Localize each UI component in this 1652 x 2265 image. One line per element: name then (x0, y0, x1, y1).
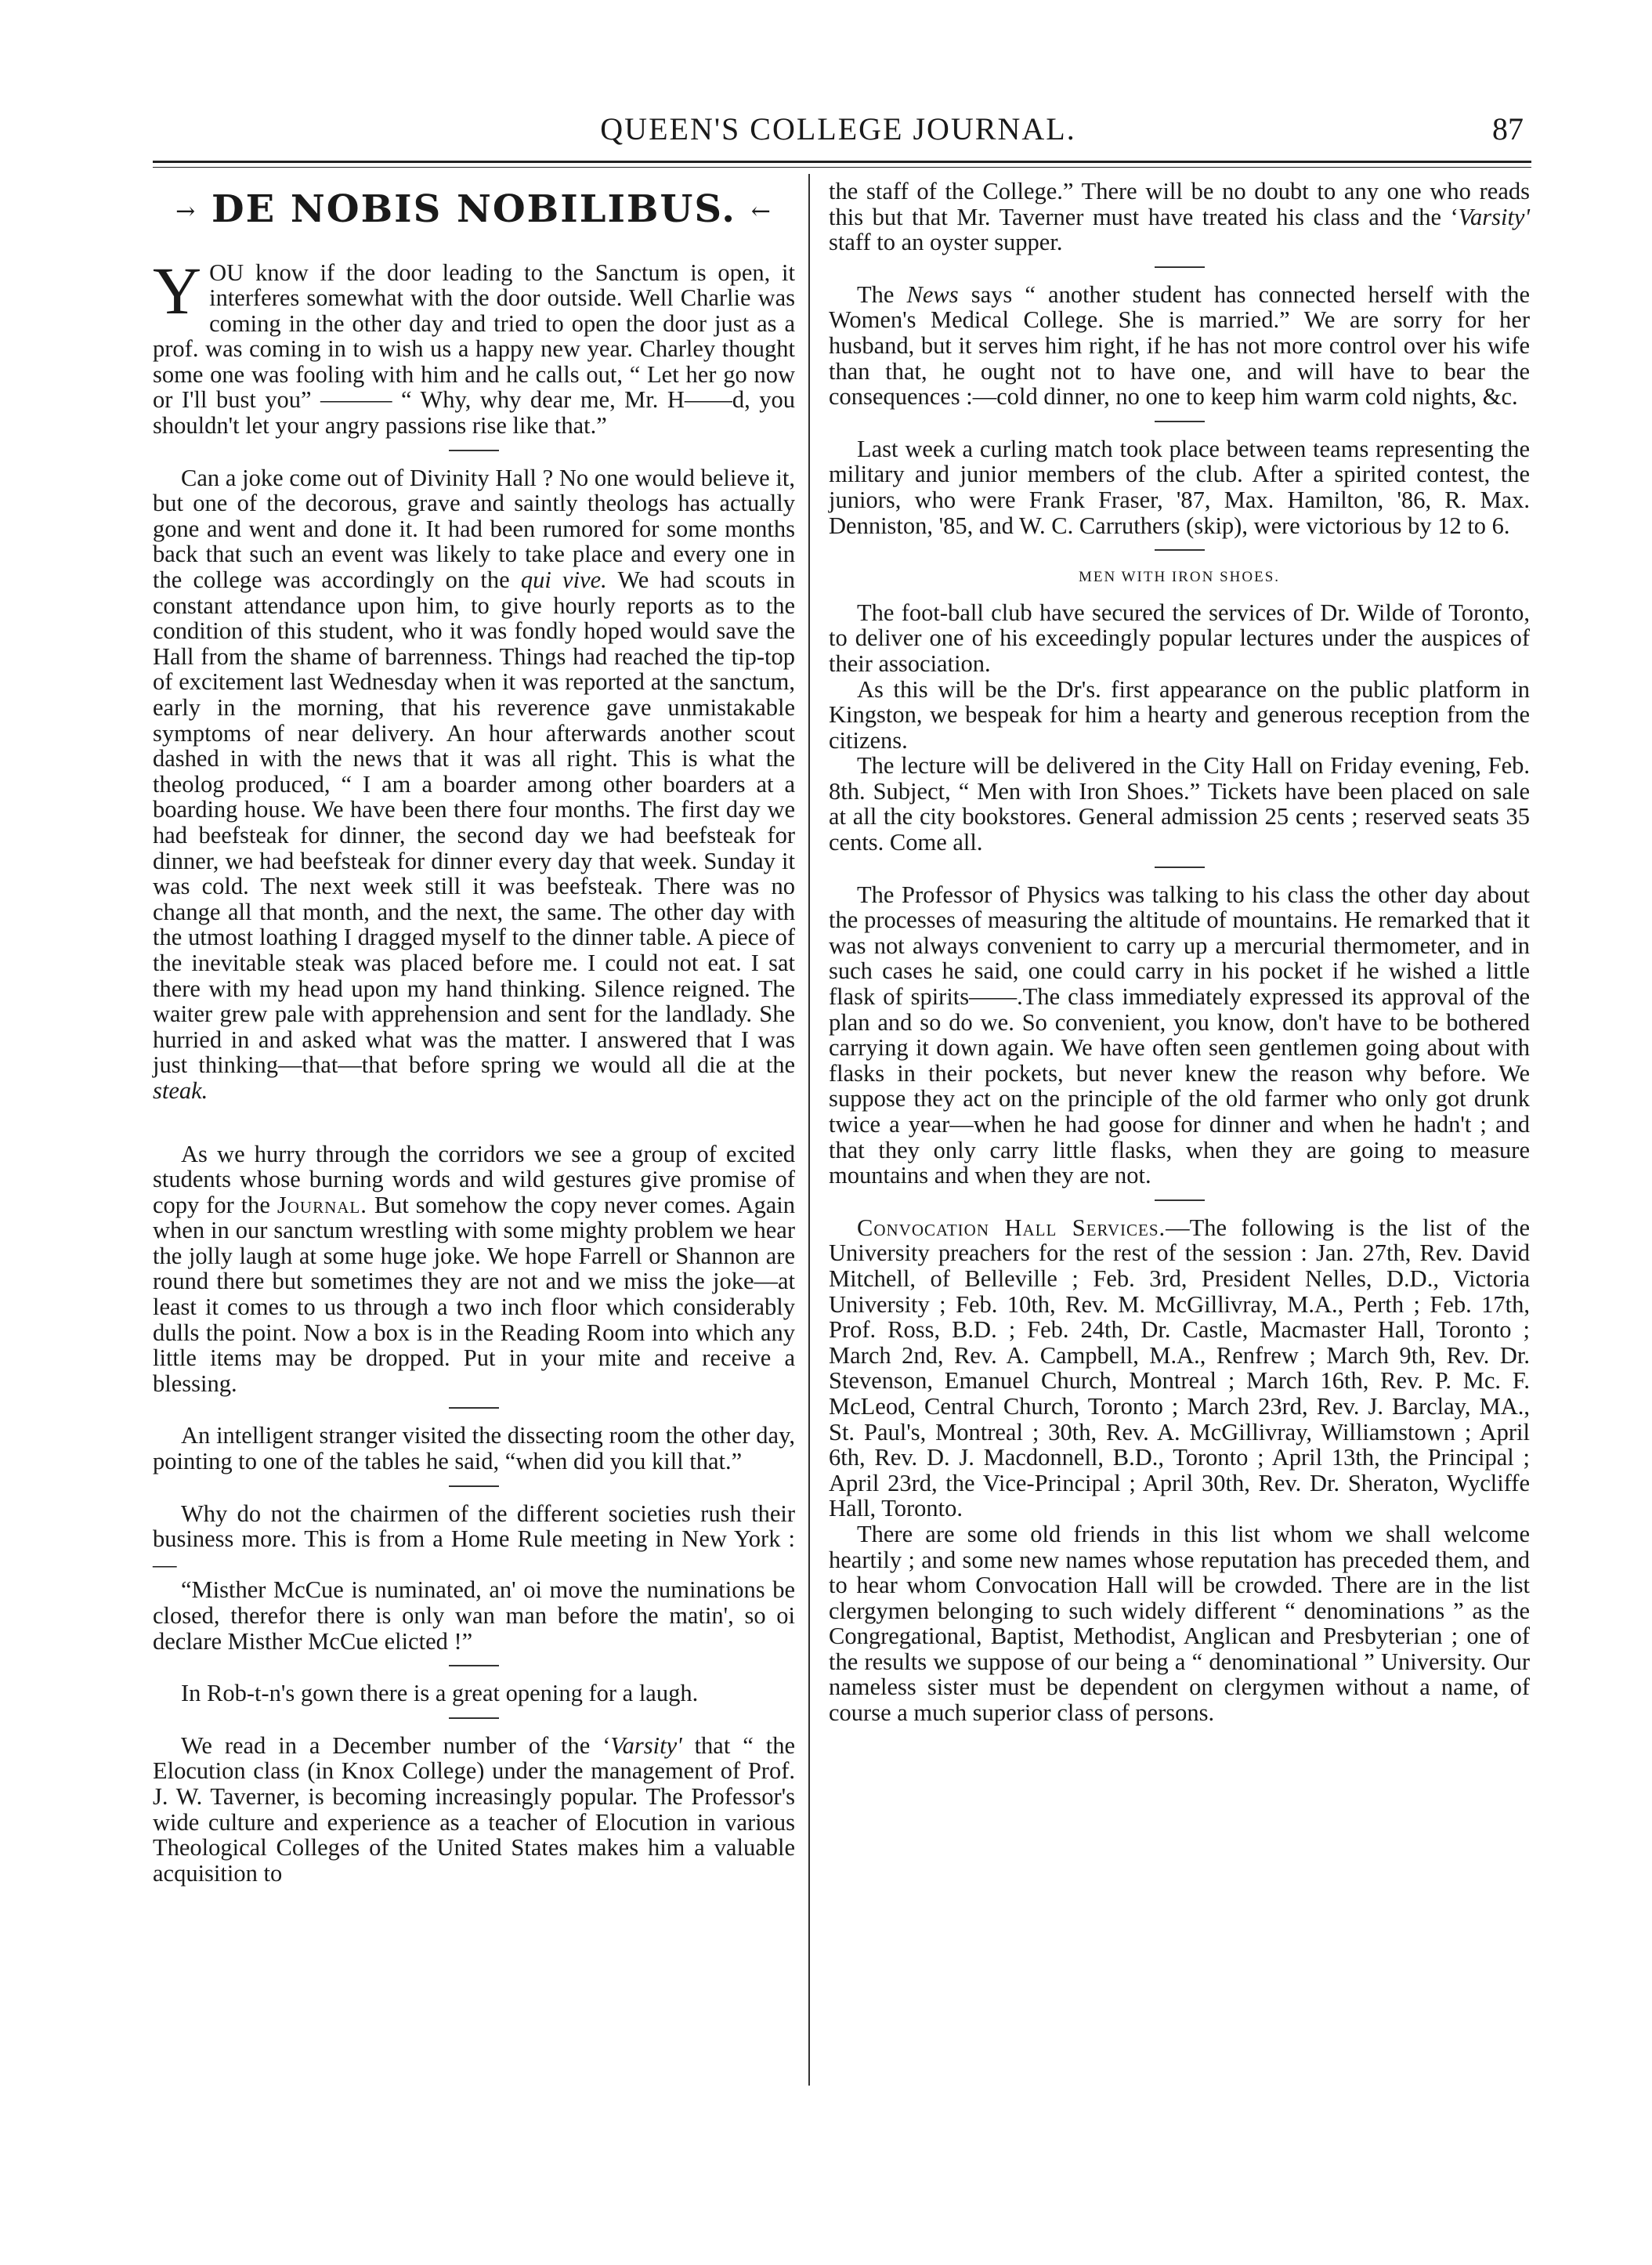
item-dissecting-room: An intelligent stranger visited the dissecting room the other day, pointing to one of the tables he said, “when did you kill that.” (153, 1422, 795, 1475)
item-physics: The Professor of Physics was talking to his class the other day about the processes of measuring the altitude of mountains. He remarked that it was not always convenient to carry up a mercurial thermometer, and in such cases he said, one could carry in his pocket if he wished a little flask of spirits——.The class immediately expressed its approval of the plan and so do we. So convenient, you know, don't have to be bothered carrying it down again. We have often seen gentlemen going about with flasks in their pockets, but never knew the reason why before. We suppose they act on the principle of the old farmer who only got drunk twice a year—when he had goose for dinner and when he hadn't ; and that they only carry little flasks, when they are going to measure mountains and when they are not. (829, 881, 1530, 1189)
italic-text: qui vive. (520, 566, 607, 594)
item-corridors (153, 1142, 795, 1397)
separator-rule (449, 1665, 499, 1666)
item-text: staff to an oyster supper. (829, 229, 1063, 256)
separator-rule (449, 1717, 499, 1719)
header-rule-thin (153, 167, 1531, 168)
item-text: We read in a December number of the ‘ (181, 1731, 611, 1759)
item-text: —The following is the list of the University preachers for the rest of the session : Jan. 27th, Rev. David Mitchell, of Belleville ; Feb. 3rd, President Nelles, D.D., Victoria University ; Feb. 10th, Rev. M. McGillivray, M.A., Perth ; Feb. 17th, Prof. Ross, B.D. ; Feb. 24th, Dr. Castle, Macmaster Hall, Toronto ; March 2nd, Rev. A. Campbell, M.A., Renfrew ; March 9th, Rev. Dr. Stevenson, Emanuel Church, Montreal ; March 16th, Rev. P. Mc. F. McLeod, Central Church, Toronto ; March 23rd, Rev. J. Barclay, MA., St. Paul's, Montreal ; 30th, Rev. A. McGillivray, Williamstown ; April 6th, Rev. D. J. Macdonnell, B.D., Toronto ; April 13th, the Principal ; April 23rd, the Vice-Principal ; April 30th, Rev. Dr. Sheraton, Wycliffe Hall, Toronto. (829, 1214, 1530, 1522)
item-text: the staff of the College.” There will be no doubt to any one who reads this but that Mr. Taverner must have treated his class and the ‘ (829, 178, 1530, 230)
drop-cap: Y (153, 252, 202, 328)
right-column (829, 179, 1530, 1726)
separator-rule (449, 450, 499, 451)
italic-text: Varsity' (1458, 203, 1530, 230)
italic-text: steak. (153, 1076, 208, 1104)
item-sanctum-door (153, 252, 795, 440)
subhead-iron-shoes: MEN WITH IRON SHOES. (1078, 569, 1281, 586)
item-home-rule-quote: “Misther McCue is numinated, an' oi move the numinations be closed, therefor there is only wan man before the matin', so oi declare Misther McCue elicted !” (153, 1576, 795, 1655)
journal-title: QUEEN'S COLLEGE JOURNAL. (600, 111, 1076, 147)
item-old-friends: There are some old friends in this list whom we shall welcome heartily ; and some new names whose reputation has preceded them, and to hear whom Convocation Hall will be crowded. There are in the list clergymen belonging to such widely different “ denominations ” as the Congregational, Baptist, Methodist, Anglican and Presbyterian ; one of the results we suppose of our being a “ denominational ” University. Our nameless sister must be dependent on clergymen without a name, of course a much superior class of persons. (829, 1520, 1530, 1727)
header-rule (153, 161, 1531, 163)
item-news (829, 282, 1530, 410)
running-head (153, 106, 1524, 161)
item-text: As we hurry through the corridors we see a group of excited students whose burning words and wild gestures give promise of copy for the (153, 1140, 795, 1218)
ornament-right-icon: ← (750, 197, 772, 226)
separator-rule (1155, 867, 1205, 868)
item-gown: In Rob-t-n's gown there is a great opening for a laugh. (181, 1680, 699, 1707)
page-number: 87 (1492, 111, 1524, 147)
separator-rule (1155, 266, 1205, 268)
item-text: We had scouts in constant attendance upon him, to give hourly reports as to the condition of this student, who it was fondly hoped would save the Hall from the shame of barrenness. Things had reached the tip-top of excitement last Wednesday when it was reported at the sanctum, early in the morning, that his reverence gave unmistakable symptoms of near delivery. An hour afterwards another scout dashed in with the news that it was all right. This is what the theolog produced, “ I am a boarder among other boarders at a boarding house. We have been there four months. The first day we had beefsteak for dinner, the second day we had beefsteak for dinner, we had beefsteak for dinner every day that week. Sunday it was cold. The next week still it was beefsteak. There was no change all that month, and the next, the same. The other day with the utmost loathing I dragged myself to the dinner table. A piece of the inevitable steak was placed before me. I could not eat. I sat there with my head upon my hand thinking. Silence reigned. The waiter grew pale with apprehension and sent for the landlady. She hurried in and asked what was the matter. I answered that I was just thinking—that—that before spring we would all die at the (153, 566, 796, 1079)
separator-rule (449, 1485, 499, 1487)
item-text: OU know if the door leading to the Sanctum is open, it interferes somewhat with the door outside. Well Charlie was coming in the other day and tried to open the door just as a prof. was coming in to wish us a happy new year. Charley thought some one was fooling with him and he calls out, “ Let her go now or I'll bust you” ——— “ Why, why dear me, Mr. H——d, you shouldn't let your angry passions rise like that.” (153, 259, 795, 440)
item-elocution-continued (829, 179, 1530, 255)
item-first-appearance: As this will be the Dr's. first appearance on the public platform in Kingston, we bespeak for him a hearty and generous reception from the citizens. (829, 675, 1530, 754)
section-title (153, 188, 795, 233)
item-elocution (153, 1733, 795, 1887)
separator-rule (1155, 421, 1205, 422)
item-text: The (857, 280, 895, 308)
italic-text: News (906, 280, 959, 308)
item-chairmen: Why do not the chairmen of the different societies rush their business more. This is from a Home Rule meeting in New York :— (153, 1500, 795, 1578)
ornament-left-icon: → (175, 197, 197, 226)
item-curling: Last week a curling match took place between teams representing the military and junior members of the club. After a spirited contest, the juniors, who were Frank Fraser, '87, Max. Hamilton, '86, R. Max. Denniston, '85, and W. C. Carruthers (skip), were victorious by 12 to 6. (829, 435, 1530, 539)
item-convocation (829, 1215, 1530, 1521)
italic-text: Varsity' (610, 1731, 682, 1759)
separator-rule (1155, 549, 1205, 551)
left-column (153, 179, 795, 1886)
item-text: says “ another student has connected herself with the Women's Medical College. She is married.” We are sorry for her husband, but it serves him right, if he has not more control over his wife than that, he ought not to have one, and will have to bear the consequences :—cold dinner, no one to keep him warm cold nights, &c. (829, 280, 1531, 411)
separator-rule (1155, 1199, 1205, 1201)
small-caps-text: Journal. (277, 1191, 367, 1218)
item-football-lecture: The foot-ball club have secured the services of Dr. Wilde of Toronto, to deliver one of his exceedingly popular lectures under the auspices of their association. (829, 599, 1530, 677)
section-title-text: DE NOBIS NOBILIBUS. (211, 187, 736, 231)
item-text: that “ the Elocution class (in Knox College) under the management of Prof. J. W. Taverner, is becoming increasingly popular. The Professor's wide culture and experience as a teacher of Elocution in various Theological Colleges of the United States makes him a valuable acquisition to (153, 1731, 795, 1887)
item-heading: Convocation Hall Services. (857, 1214, 1166, 1241)
item-text: But somehow the copy never comes. Again when in our sanctum wrestling with some mighty problem we hear the jolly laugh at some huge joke. We hope Farrell or Shannon are round there but sometimes they are not and we miss the joke—at least it comes to us through a two inch floor which considerably dulls the point. Now a box is in the Reading Room into which any little items may be dropped. Put in your mite and receive a blessing. (153, 1191, 795, 1397)
item-lecture-details: The lecture will be delivered in the City Hall on Friday evening, Feb. 8th. Subject, “ Men with Iron Shoes.” Tickets have been placed on sale at all the city bookstores. General admission 25 cents ; reserved seats 35 cents. Come all. (829, 752, 1530, 856)
item-text: Can a joke come out of Divinity Hall ? No one would believe it, but one of the decorous, grave and saintly theologs has actually gone and went and done it. It had been rumored for some months back that such an event was likely to take place and every one in the college was accordingly on the (153, 464, 795, 594)
item-divinity-hall (153, 465, 795, 1104)
separator-rule (449, 1407, 499, 1409)
spacer (153, 1104, 795, 1142)
column-divider (808, 174, 810, 2086)
